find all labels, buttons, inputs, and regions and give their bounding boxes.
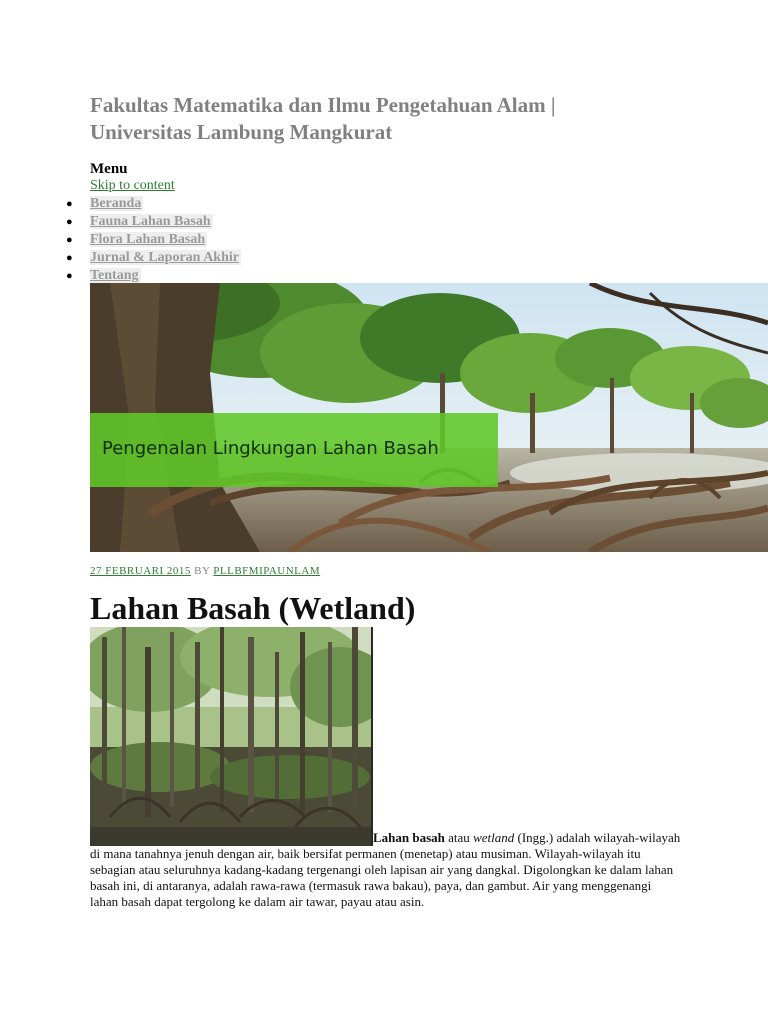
post-content bbox=[90, 626, 682, 910]
bullet-icon: ● bbox=[66, 234, 73, 246]
post-date-link[interactable]: 27 FEBRUARI 2015 bbox=[90, 565, 191, 577]
nav-link-flora-lahan-basah[interactable]: Flora Lahan Basah bbox=[90, 232, 206, 247]
nav-link-fauna-lahan-basah[interactable]: Fauna Lahan Basah bbox=[90, 214, 211, 229]
term-lahan-basah: Lahan basah bbox=[373, 830, 445, 845]
main-navigation bbox=[66, 195, 241, 285]
nav-link-tentang[interactable]: Tentang bbox=[90, 268, 139, 283]
post-title: Lahan Basah (Wetland) bbox=[90, 590, 416, 626]
text-atau: atau bbox=[444, 830, 474, 845]
nav-link-beranda[interactable]: Beranda bbox=[90, 196, 142, 211]
nav-item-jurnal-laporan-akhir bbox=[66, 249, 241, 267]
site-title[interactable] bbox=[90, 92, 690, 146]
nav-item-fauna-lahan-basah bbox=[66, 213, 241, 231]
bullet-icon: ● bbox=[66, 270, 73, 282]
nav-link-jurnal-laporan-akhir[interactable]: Jurnal & Laporan Akhir bbox=[90, 250, 239, 265]
wetland-forest-image[interactable] bbox=[90, 627, 373, 846]
nav-item-beranda bbox=[66, 195, 241, 213]
header-banner-image[interactable] bbox=[90, 283, 768, 552]
post-by-label: BY bbox=[194, 565, 211, 577]
post-meta bbox=[90, 564, 320, 578]
mangrove-forest-illustration bbox=[90, 627, 373, 846]
post-author-link[interactable]: PLLBFMIPAUNLAM bbox=[213, 565, 321, 577]
bullet-icon: ● bbox=[66, 252, 73, 264]
bullet-icon: ● bbox=[66, 216, 73, 228]
bullet-icon: ● bbox=[66, 198, 73, 210]
term-wetland: wetland bbox=[473, 830, 515, 845]
site-title-line-1[interactable]: Fakultas Matematika dan Ilmu Pengetahuan Alam | bbox=[90, 93, 556, 117]
post-body-text: (Ingg.) adalah wilayah-wilayah di mana tanahnya jenuh dengan air, baik bersifat permanen (menetap) atau musiman. Wilayah-wilayah itu sebagian atau seluruhnya kadang-kadang tergenangi oleh lapisan air yang dangkal. Digolongkan ke dalam lahan basah ini, di antaranya, adalah rawa-rawa (termasuk rawa bakau), paya, dan gambut. Air yang menggenangi lahan basah dapat tergolong ke dalam air tawar, payau atau asin. bbox=[90, 830, 681, 909]
nav-item-flora-lahan-basah bbox=[66, 231, 241, 249]
menu-toggle[interactable]: Menu bbox=[90, 161, 128, 177]
banner-caption bbox=[90, 413, 498, 487]
site-title-line-2[interactable]: Universitas Lambung Mangkurat bbox=[90, 120, 393, 144]
skip-to-content-link[interactable]: Skip to content bbox=[90, 178, 175, 193]
banner-caption-text: Pengenalan Lingkungan Lahan Basah bbox=[102, 438, 439, 459]
